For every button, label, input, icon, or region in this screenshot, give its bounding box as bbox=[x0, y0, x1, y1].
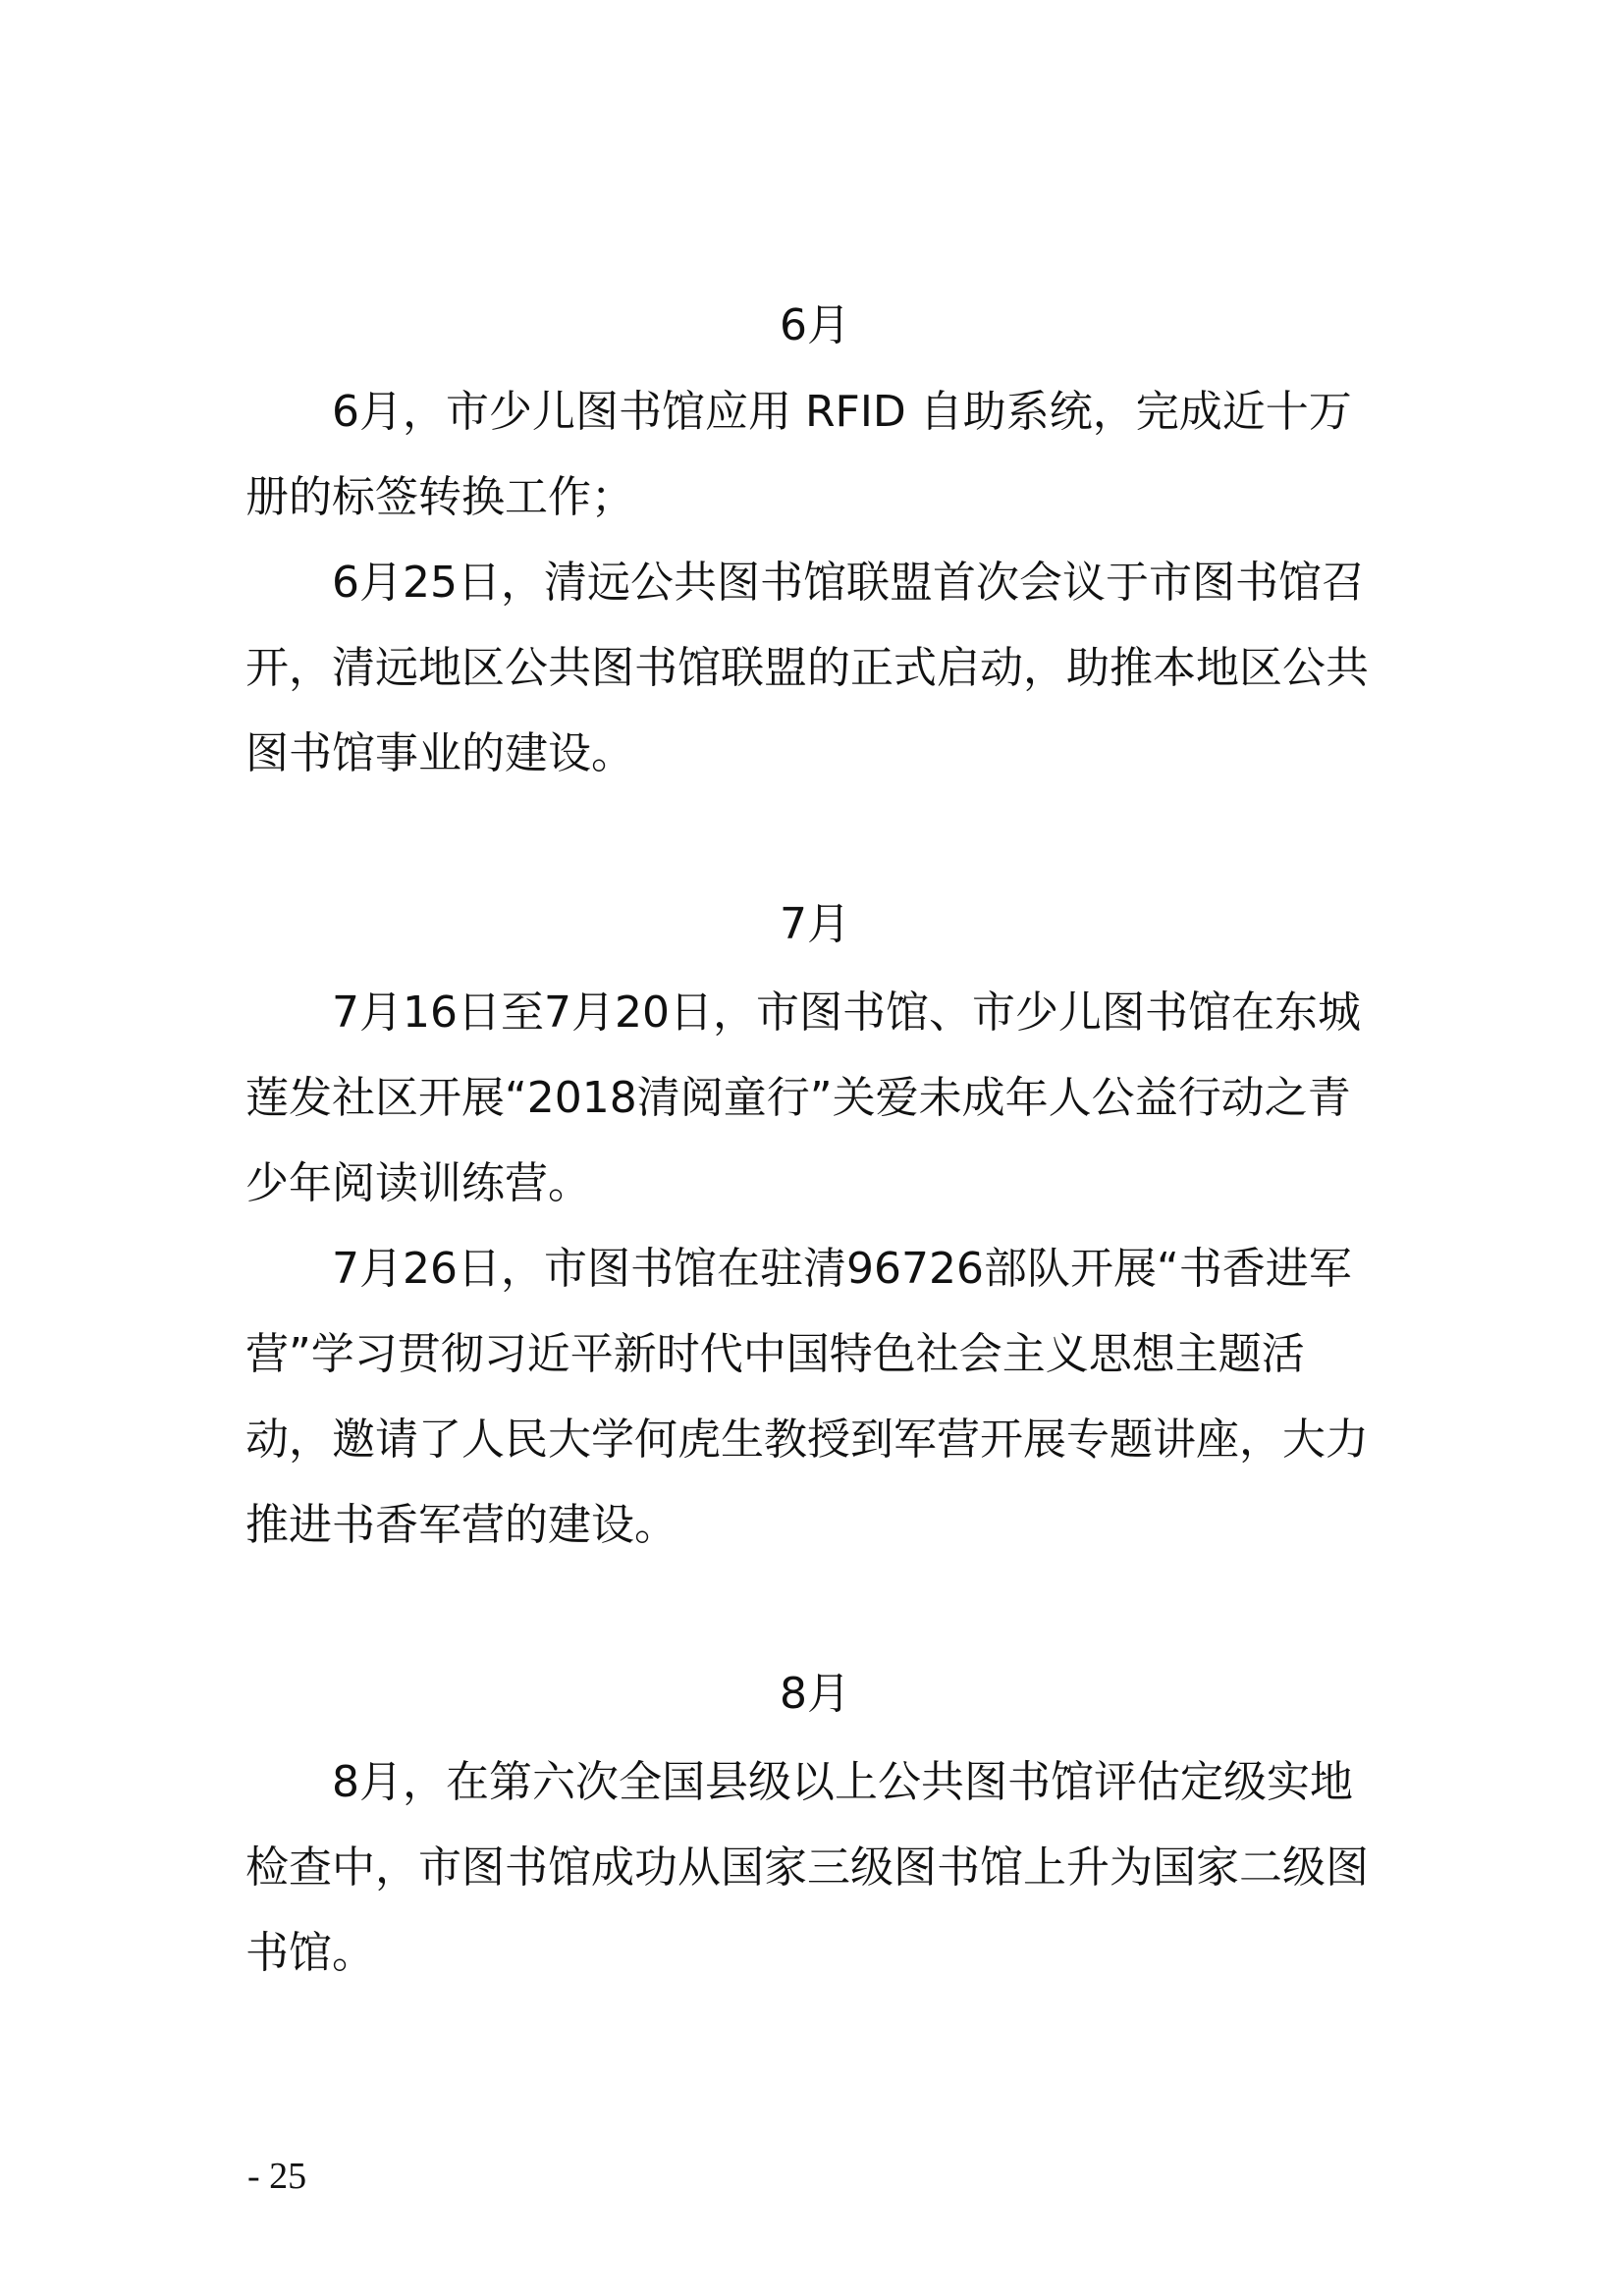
section-heading-july: 7月 bbox=[780, 899, 850, 949]
paragraph-june-alliance: 6月25日，清远公共图书馆联盟首次会议于市图书馆召开，清远地区公共图书馆联盟的正式启动，助推本地区公共图书馆事业的建设。 bbox=[245, 558, 1369, 778]
page-number: - 25 bbox=[247, 2156, 307, 2197]
paragraph-july-reading-camp: 7月16日至7月20日，市图书馆、市少儿图书馆在东城莲发社区开展“2018清阅童行”关爱未成年人公益行动之青少年阅读训练营。 bbox=[245, 988, 1361, 1208]
section-heading-june: 6月 bbox=[780, 300, 850, 350]
paragraph-august-evaluation: 8月，在第六次全国县级以上公共图书馆评估定级实地检查中，市图书馆成功从国家三级图书馆上升为国家二级图书馆。 bbox=[245, 1757, 1369, 1978]
paragraph-july-military-camp: 7月26日，市图书馆在驻清96726部队开展“书香进军营”学习贯彻习近平新时代中国特色社会主义思想主题活动，邀请了人民大学何虎生教授到军营开展专题讲座，大力推进书香军营的建设。 bbox=[245, 1244, 1369, 1550]
section-heading-august: 8月 bbox=[780, 1669, 850, 1719]
paragraph-june-rfid: 6月，市少儿图书馆应用 RFID 自助系统，完成近十万册的标签转换工作； bbox=[245, 387, 1352, 522]
